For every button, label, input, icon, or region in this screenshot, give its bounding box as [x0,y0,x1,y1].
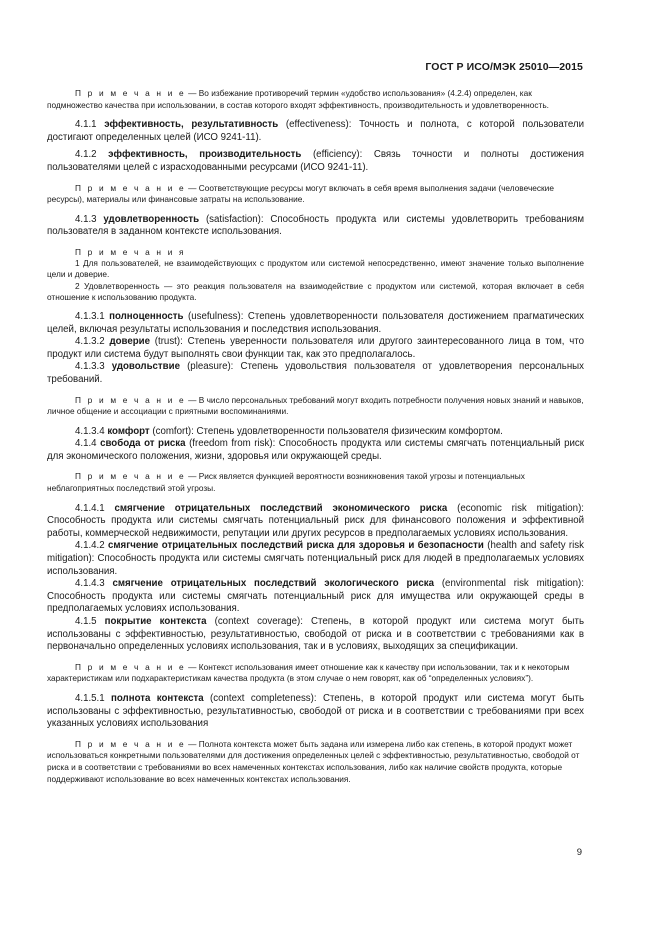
clause-number: 4.1.3.2 [75,336,110,348]
note-label: П р и м е ч а н и е [75,661,186,672]
notes-label: П р и м е ч а н и я [75,246,186,257]
clause-definition: (economic risk mitigation): Способность продукта или системы смягчать потенциальный риск для финансового положения и эффективной работы, коммерческой недвижимости, репутации или других ресурсов в предполагаемых условиях использования. [47,502,584,539]
clause-definition: (usefulness): Степень удовлетворенности пользователя достижением прагматических целей, включая результаты использования и последствия использования. [47,310,585,335]
notes-satisfaction [47,247,584,303]
clause-definition: (freedom from risk): Способность продукта или системы смягчать потенциальный риск для экономического положения, жизни, здоровья или окружающей среды. [47,438,584,462]
clause-number: 4.1.5.1 [75,692,112,704]
clause-4-1-4-2 [47,540,584,578]
note-usability [47,88,584,111]
clause-number: 4.1.1 [75,119,105,131]
clause-4-1-3-1 [47,311,584,336]
clause-number: 4.1.3.3 [75,361,112,373]
note-label: П р и м е ч а н и е [75,88,186,98]
clause-term: смягчение отрицательных последствий экономического риска [114,502,448,514]
note-item-1: 1 Для пользователей, не взаимодействующих с продуктом или системой непосредственно, имеют значение только выполнение цели и доверие. [47,258,584,280]
note-personal-requirements [47,395,584,418]
clause-4-1-3-3 [47,361,584,386]
clause-4-1-2 [47,149,584,174]
clause-term: комфорт [107,425,150,437]
note-text: — Контекст использования имеет отношение как к качеству при использовании, так и к некоторым характеристикам или подхарактеристикам качества продукта (в этом случае о нем говорят, как об “определенных условиях”). [47,661,570,684]
clause-4-1-4-1 [47,503,584,541]
clause-4-1-3-2 [47,336,584,361]
clause-term: удовольствие [111,361,180,373]
clause-definition: (context coverage): Степень, в которой продукт или система могут быть использованы с эффективностью, результативностью, свободой от риска и в соответствии с требованиями как в первоначально определенных условиях использования, так и в условиях, выходящих за спецификации. [47,616,584,653]
note-text: — Риск является функцией вероятности возникновения такой угрозы и потенциальных неблагоприятных последствий этой угрозы. [47,471,525,494]
clause-term: эффективность, результативность [104,119,279,131]
clause-definition: (context completeness): Степень, в которой продукт или система могут быть использованы с эффективностью, результативностью, свободой от риска и в соответствии с требованиями при всех указанных условиях использования [47,692,584,730]
clause-term: эффективность, производительность [108,149,302,161]
clause-definition: (satisfaction): Способность продукта или системы удовлетворить требованиям пользователя в заданном контексте использования. [47,213,584,238]
clause-4-1-4-3 [47,578,584,616]
note-text: — Полнота контекста может быть задана или измерена либо как степень, в которой продукт может использоваться конкретными пользователями для достижения определенных целей с эффективностью, результативностью, свободой от риска и в соответствии с требованиями во всех намеченных контекстах использования, либо как наличие свойств продукта, которые поддерживают использование во всех намеченных контекстах использования. [47,738,580,784]
note-risk [47,471,584,494]
clause-term: смягчение отрицательных последствий экологического риска [112,578,435,590]
clause-4-1-4 [47,438,584,463]
clause-number: 4.1.3 [75,213,104,225]
note-text: — Во избежание противоречий термин «удобство использования» (4.2.4) определен, как подмножество качества при использовании, в состав которого входят эффективность, производительность и удовлетворенность. [47,88,549,110]
clause-term: покрытие контекста [104,616,207,628]
note-text: — В число персональных требований могут входить потребности получения новых знаний и навыков, личное общение и ассоциации с приятными воспоминаниями. [47,394,584,417]
clause-4-1-3 [47,214,584,239]
clause-term: доверие [109,336,150,348]
clause-number: 4.1.3.1 [75,310,110,322]
clause-number: 4.1.3.4 [75,425,108,437]
document-header: ГОСТ Р ИСО/МЭК 25010—2015 [425,61,583,73]
note-label: П р и м е ч а н и е [75,738,186,749]
clause-term: полноценность [109,310,184,322]
clause-4-1-5-1 [47,693,584,731]
clause-definition: (effectiveness): Точность и полнота, с которой пользователи достигают определенных целей (ИСО 9241-11). [47,119,584,143]
clause-definition: (environmental risk mitigation): Способность продукта или системы смягчать потенциальный риск для имущества или окружающей среды в предполагаемых условиях использования. [47,578,584,615]
clause-number: 4.1.4.3 [75,578,113,590]
clause-definition: (pleasure): Степень удовольствия пользователя от удовлетворения персональных требований. [47,361,584,385]
clause-number: 4.1.4.1 [75,502,115,514]
clause-number: 4.1.5 [75,616,105,628]
note-label: П р и м е ч а н и е [75,182,186,193]
clause-term: полнота контекста [111,692,204,704]
clause-definition: (efficiency): Связь точности и полноты достижения пользователями целей с израсходованными ресурсами (ИСО 9241-11). [47,149,585,173]
note-text: — Соответствующие ресурсы могут включать в себя время выполнения задачи (человеческие ресурсы), материалы или финансовые затраты на использование. [47,182,554,205]
clause-definition: (trust): Степень уверенности пользователя или другого заинтересованного лица в том, что продукт или система будут выполнять свои функции так, как это предполагалось. [47,336,584,360]
note-label: П р и м е ч а н и е [75,471,186,482]
note-label: П р и м е ч а н и е [75,394,186,405]
note-resources [47,183,584,206]
clause-4-1-3-4 [47,426,584,439]
page-content [47,88,584,785]
clause-number: 4.1.4.2 [75,540,108,552]
page-number: 9 [576,847,582,858]
clause-4-1-1 [47,119,584,144]
clause-definition: (health and safety risk mitigation): Способность продукта или системы смягчать потенциальный риск для людей в предполагаемых условиях использования. [47,540,584,577]
note-context-completeness [47,739,584,785]
clause-4-1-5 [47,616,584,654]
clause-term: свобода от риска [100,438,186,450]
clause-term: смягчение отрицательных последствий риска для здоровья и безопасности [108,540,484,552]
clause-number: 4.1.2 [75,149,109,161]
clause-definition: (comfort): Степень удовлетворенности пользователя физическим комфортом. [149,425,503,437]
clause-term: удовлетворенность [103,213,200,225]
clause-number: 4.1.4 [75,438,101,450]
note-context-of-use [47,662,584,685]
note-item-2: 2 Удовлетворенность — это реакция пользователя на взаимодействие с продуктом или системой, которая включает в себя отношение к использованию продукта. [47,280,584,302]
